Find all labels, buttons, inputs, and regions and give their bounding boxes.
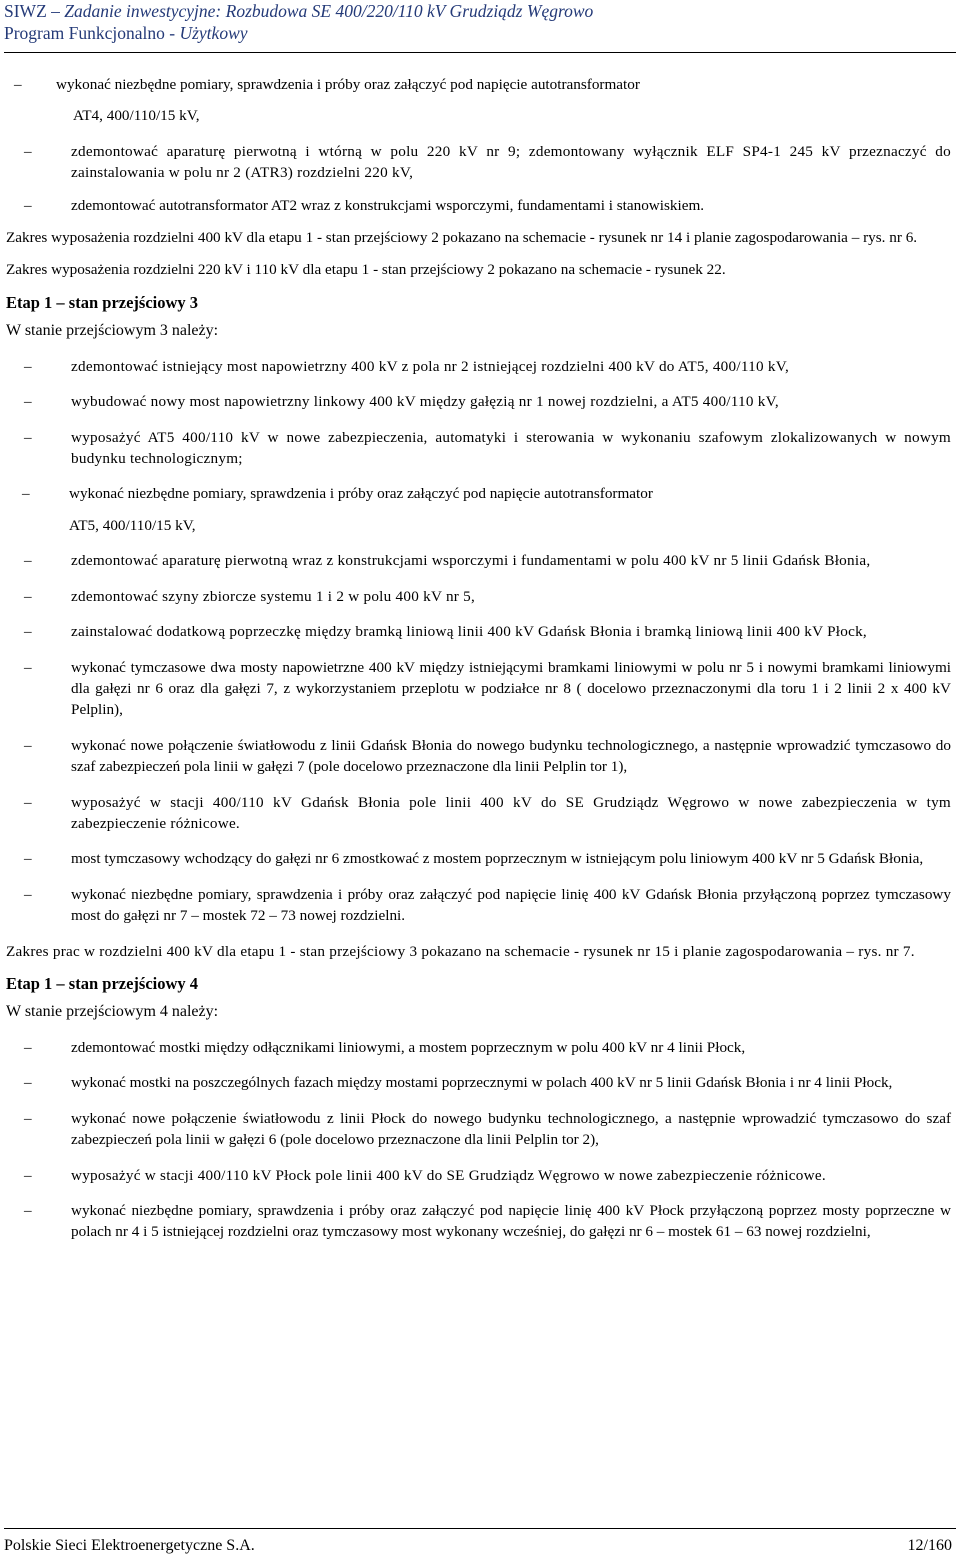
section-heading: Etap 1 – stan przejściowy 3: [6, 292, 199, 312]
list-item-text: zdemontować istniejący most napowietrzny 400 kV z pola nr 2 istniejącej rozdzielni 400 kV do AT5, 400/110 kV,: [71, 357, 790, 375]
paragraph: Zakres wyposażenia rozdzielni 220 kV i 110 kV dla etapu 1 - stan przejściowy 2 pokazano na schemacie - rysunek 22.: [6, 261, 726, 279]
list-item: [6, 1072, 951, 1093]
dash-bullet: –: [24, 587, 32, 605]
header-subtitle-rest: - Użytkowy: [164, 23, 248, 43]
dash-bullet: –: [24, 658, 32, 676]
list-item: [6, 427, 951, 470]
list-item: [6, 1200, 951, 1243]
list-item-text: zdemontować mostki między odłącznikami liniowymi, a mostem poprzecznym w polu 400 kV nr 4 linii Płock,: [71, 1038, 746, 1056]
list-item-continuation: AT5, 400/110/15 kV,: [69, 516, 196, 534]
dash-bullet: –: [24, 1202, 32, 1219]
list-item-text: wykonać mostki na poszczególnych fazach między mostami poprzecznymi w polach 400 kV nr 5 linii Gdańsk Błonia i nr 4 linii Płock,: [71, 1074, 893, 1092]
list-item: [6, 391, 951, 412]
header-prefix: SIWZ: [4, 1, 47, 21]
list-item-text: zdemontować autotransformator AT2 wraz z konstrukcjami wsporczymi, fundamentami i stanowiskiem.: [71, 196, 705, 214]
list-item-text: zainstalować dodatkową poprzeczkę między bramką liniową linii 400 kV Gdańsk Błonia i bramką liniową linii 400 kV Płock,: [71, 623, 867, 641]
list-item-text: wykonać niezbędne pomiary, sprawdzenia i próby oraz załączyć pod napięcie linię 400 kV Płock przyłączoną poprzez mosty poprzeczne w polach nr 4 i 5 istniejącej rozdzielni oraz tymczasowy most wykonany wcześniej, do gałęzi nr 6 – mostek 61 – 63 nowej rozdzielni,: [71, 1202, 951, 1241]
footer-organization: Polskie Sieci Elektroenergetyczne S.A.: [4, 1537, 255, 1554]
section-intro: W stanie przejściowym 4 należy:: [6, 1002, 219, 1020]
list-item: [6, 74, 951, 95]
list-item: [6, 550, 951, 571]
list-item: [6, 356, 951, 377]
list-item: [6, 1108, 951, 1151]
dash-bullet: –: [24, 552, 32, 570]
header-subtitle: [4, 22, 956, 44]
list-item: [6, 848, 951, 869]
list-item-text: wykonać nowe połączenie światłowodu z linii Płock do nowego budynku technologicznego, a następnie wprowadzić tymczasowo do szaf zabezpieczeń pola linii w gałęzi 6 (pole docelowo przeznaczone dla linii Pelplin tor 2),: [71, 1109, 951, 1149]
list-item-text: most tymczasowy wchodzący do gałęzi nr 6 zmostkować z mostem poprzecznym w istniejącym polu liniowym 400 kV nr 5 Gdańsk Błonia,: [71, 850, 924, 868]
list-item-text: wykonać niezbędne pomiary, sprawdzenia i próby oraz załączyć pod napięcie autotransformator: [56, 76, 640, 93]
page-number: 12/160: [907, 1537, 952, 1554]
page-header: [4, 0, 956, 53]
header-title: [4, 0, 956, 22]
dash-bullet: –: [24, 393, 32, 411]
paragraph: Zakres prac w rozdzielni 400 kV dla etapu 1 - stan przejściowy 3 pokazano na schemacie - rysunek nr 15 i planie zagospodarowania – rys. nr 7.: [6, 942, 915, 960]
list-item-text: wyposażyć w stacji 400/110 kV Płock pole linii 400 kV do SE Grudziądz Węgrowo w nowe zabezpieczenie różnicowe.: [71, 1166, 826, 1184]
list-item: [6, 1165, 951, 1186]
dash-bullet: –: [24, 1038, 32, 1056]
list-item: [6, 195, 951, 216]
header-subtitle-prefix: Program Funkcjonalno: [4, 23, 165, 43]
document-body: [6, 74, 951, 1257]
list-item-text: wybudować nowy most napowietrzny linkowy 400 kV między gałęzią nr 1 nowej rozdzielni, a AT5 400/110 kV,: [71, 393, 779, 411]
dash-bullet: –: [24, 357, 32, 375]
dash-bullet: –: [24, 142, 32, 160]
list-item-text: wyposażyć w stacji 400/110 kV Gdańsk Błonia pole linii 400 kV do SE Grudziądz Węgrowo w nowe zabezpieczenia w tym zabezpieczenie różnicowe.: [71, 793, 951, 832]
list-item: [6, 657, 951, 721]
list-item-text: wyposażyć AT5 400/110 kV w nowe zabezpieczenia, automatyki i sterowania w wykonaniu szafowym zlokalizowanych w nowym budynku technologicznym;: [71, 428, 951, 468]
dash-bullet: –: [24, 1166, 32, 1184]
section-heading: Etap 1 – stan przejściowy 4: [6, 973, 199, 993]
list-item-continuation: AT4, 400/110/15 kV,: [73, 107, 200, 125]
dash-bullet: –: [24, 1074, 32, 1092]
list-item: [6, 1037, 951, 1058]
list-item-text: zdemontować aparaturę pierwotną i wtórną w polu 220 kV nr 9; zdemontowany wyłącznik ELF SP4-1 245 kV przeznaczyć do zainstalowania w polu nr 2 (ATR3) rozdzielni 220 kV,: [71, 142, 951, 182]
list-item: [6, 792, 951, 835]
list-item-text: zdemontować szyny zbiorcze systemu 1 i 2 w polu 400 kV nr 5,: [71, 587, 476, 605]
list-item-text: wykonać nowe połączenie światłowodu z linii Gdańsk Błonia do nowego budynku technologicznego, a następnie wprowadzić tymczasowo do szaf zabezpieczeń pola linii w gałęzi 7 (pole docelowo przeznaczone dla linii Pelplin tor 1),: [71, 736, 951, 776]
dash-bullet: –: [24, 428, 32, 446]
dash-bullet: –: [24, 793, 32, 811]
section-intro: W stanie przejściowym 3 należy:: [6, 321, 219, 339]
list-item-text: wykonać niezbędne pomiary, sprawdzenia i próby oraz załączyć pod napięcie linię 400 kV Gdańsk Błonia przyłączoną poprzez tymczasowy most do gałęzi nr 7 – mostek 72 – 73 nowej rozdzielni.: [71, 885, 951, 925]
list-item: [6, 621, 951, 642]
dash-bullet: –: [24, 885, 32, 903]
dash-bullet: –: [24, 736, 32, 754]
dash-bullet: –: [22, 485, 30, 503]
page-footer: [4, 1528, 956, 1561]
list-item: [6, 586, 951, 607]
list-item: [6, 884, 951, 927]
list-item-text: wykonać niezbędne pomiary, sprawdzenia i próby oraz załączyć pod napięcie autotransformator: [69, 485, 653, 503]
list-item-text: zdemontować aparaturę pierwotną wraz z konstrukcjami wsporczymi i fundamentami w polu 400 kV nr 5 linii Gdańsk Błonia,: [71, 552, 871, 570]
list-item: [6, 483, 951, 504]
paragraph: Zakres wyposażenia rozdzielni 400 kV dla etapu 1 - stan przejściowy 2 pokazano na schemacie - rysunek nr 14 i planie zagospodarowania – rys. nr 6.: [6, 229, 918, 247]
dash-bullet: –: [24, 196, 32, 214]
list-item-text: wykonać tymczasowe dwa mosty napowietrzne 400 kV między istniejącymi bramkami liniowymi w polu nr 5 i nowymi bramkami liniowymi dla gałęzi nr 6 oraz dla gałęzi 7, z wykorzystaniem przeplotu w podziałce nr 8 ( docelowo przeznaczonymi dla toru 1 i 2 linii 2 x 400 kV Pelplin),: [71, 658, 951, 719]
list-item: [6, 141, 951, 184]
dash-bullet: –: [24, 850, 32, 868]
dash-bullet: –: [24, 623, 32, 641]
dash-bullet: –: [24, 1109, 32, 1127]
header-project: – Zadanie inwestycyjne: Rozbudowa SE 400/220/110 kV Grudziądz Węgrowo: [46, 1, 594, 21]
dash-bullet: –: [14, 76, 22, 93]
list-item: [6, 735, 951, 778]
